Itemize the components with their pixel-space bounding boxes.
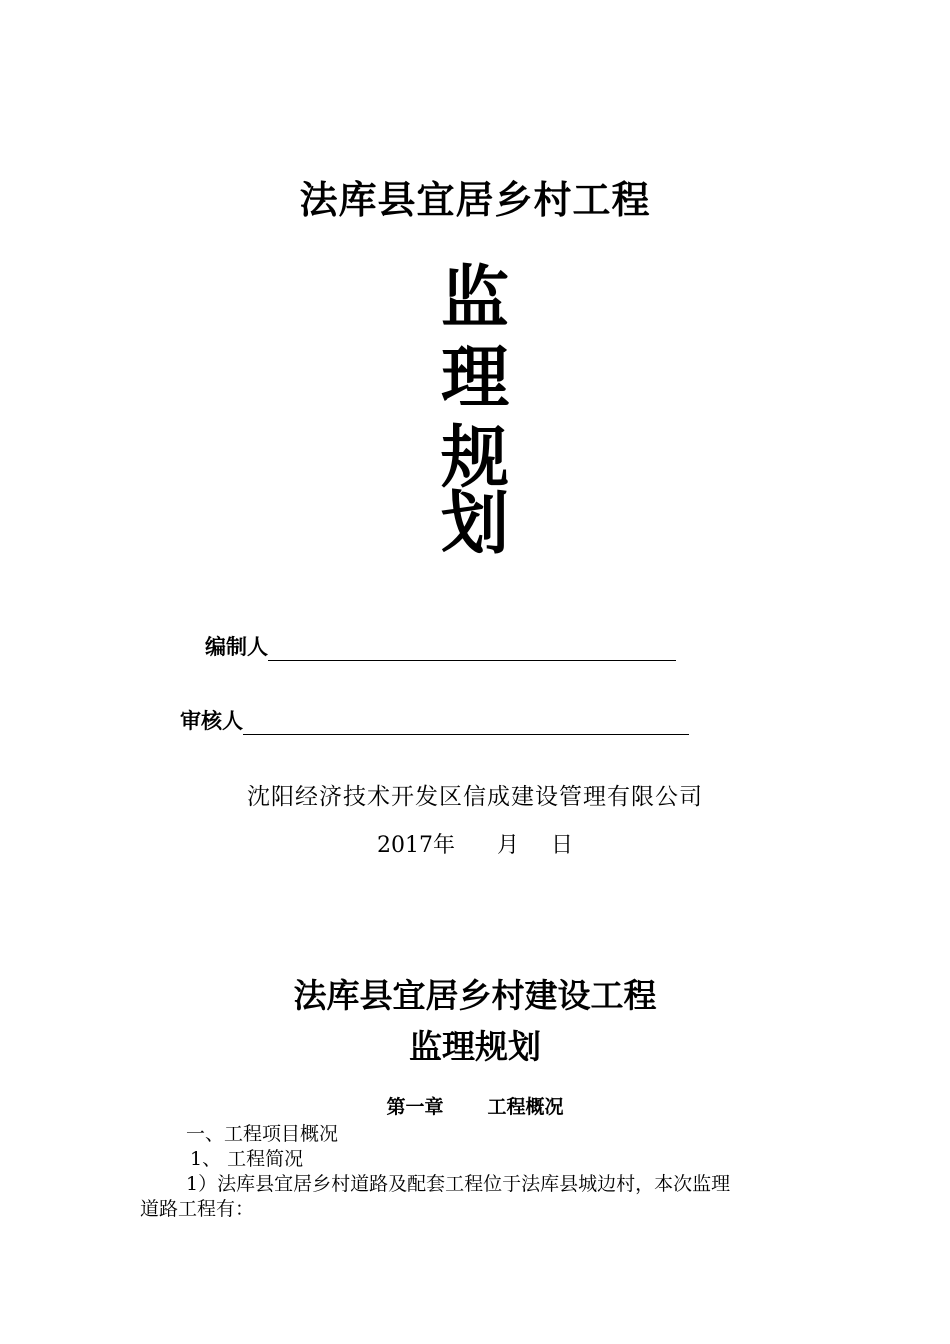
- chapter-number: 第一章: [386, 1096, 444, 1118]
- reviewer-signature-line: [243, 710, 689, 735]
- chapter-heading: [0, 1093, 950, 1121]
- cover-big-char-jian: 监: [440, 258, 509, 338]
- cover-date: [0, 831, 950, 861]
- compiler-signature-line: [268, 636, 676, 661]
- chapter-title: 工程概况: [487, 1096, 564, 1118]
- document-title: 法库县宜居乡村建设工程: [293, 976, 657, 1015]
- cover-big-char-hua: 划: [440, 484, 509, 564]
- date-year: 2017年: [376, 833, 455, 858]
- date-month: 月: [496, 833, 519, 858]
- compiler-label: 编制人: [205, 635, 268, 659]
- date-day: 日: [551, 833, 574, 858]
- company-name: 沈阳经济技术开发区信成建设管理有限公司: [247, 784, 703, 810]
- cover-big-char-gui: 规: [440, 418, 509, 498]
- document-subtitle: 监理规划: [409, 1027, 541, 1066]
- reviewer-signature-row: [180, 707, 689, 735]
- reviewer-label: 审核人: [180, 709, 243, 733]
- cover-project-title: 法库县宜居乡村工程: [299, 178, 651, 222]
- section-heading: 一、工程项目概况: [186, 1123, 339, 1145]
- paragraph-line: 道路工程有：: [140, 1198, 255, 1220]
- compiler-signature-row: [205, 633, 676, 661]
- cover-big-char-li: 理: [440, 338, 509, 418]
- subsection-heading: 1、 工程简况: [190, 1148, 304, 1170]
- paragraph-line: 1）法库县宜居乡村道路及配套工程位于法库县城边村，本次监理: [186, 1173, 731, 1195]
